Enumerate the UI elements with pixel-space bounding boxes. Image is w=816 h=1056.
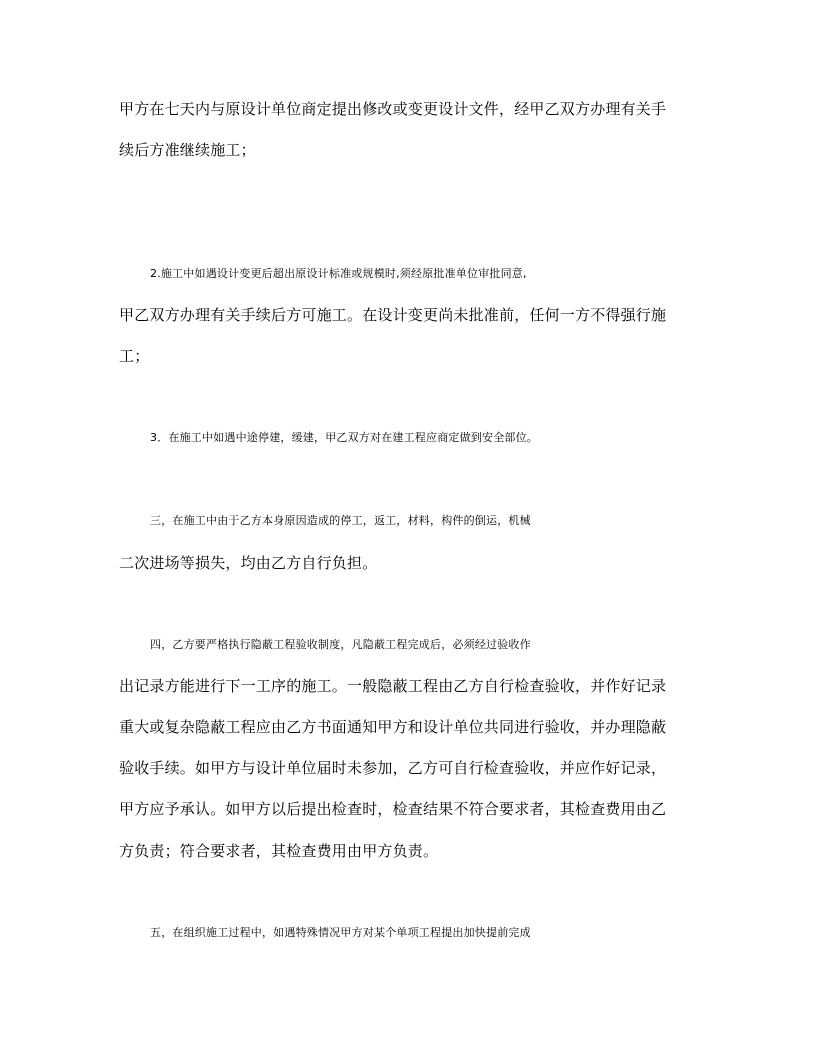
paragraph-line: 三，在施工中由于乙方本身原因造成的停工，返工，材料，构件的倒运，机械 — [150, 514, 531, 527]
paragraph-line: 验收手续。如甲方与设计单位届时未参加，乙方可自行检查验收，并应作好记录， — [119, 759, 667, 777]
paragraph-line: 甲乙双方办理有关手续后方可施工。在设计变更尚未批准前，任何一方不得强行施 — [119, 306, 667, 324]
paragraph-line: 出记录方能进行下一工序的施工。一般隐蔽工程由乙方自行检查验收，并作好记录 — [119, 677, 667, 695]
paragraph-line: 甲方应予承认。如甲方以后提出检查时，检查结果不符合要求者，其检查费用由乙 — [119, 800, 667, 818]
paragraph-line: 二次进场等损失，均由乙方自行负担。 — [119, 554, 378, 572]
paragraph-line: 重大或复杂隐蔽工程应由乙方书面通知甲方和设计单位共同进行验收，并办理隐蔽 — [119, 718, 667, 736]
paragraph-line: 甲方在七天内与原设计单位商定提出修改或变更设计文件，经甲乙双方办理有关手 — [119, 100, 667, 118]
paragraph-line: 3．在施工中如遇中途停建，缓建，甲乙双方对在建工程应商定做到安全部位。 — [150, 431, 538, 444]
paragraph-line: 续后方准继续施工； — [119, 141, 256, 159]
paragraph-line: 方负责；符合要求者，其检查费用由甲方负责。 — [119, 842, 439, 860]
paragraph-line: 2.施工中如遇设计变更后超出原设计标准或规模时,须经原批准单位审批同意, — [150, 267, 527, 280]
paragraph-line: 五，在组织施工过程中，如遇特殊情况甲方对某个单项工程提出加快提前完成 — [150, 926, 531, 939]
paragraph-line: 工； — [119, 347, 150, 365]
paragraph-line: 四，乙方要严格执行隐蔽工程验收制度，凡隐蔽工程完成后，必须经过验收作 — [150, 638, 531, 651]
